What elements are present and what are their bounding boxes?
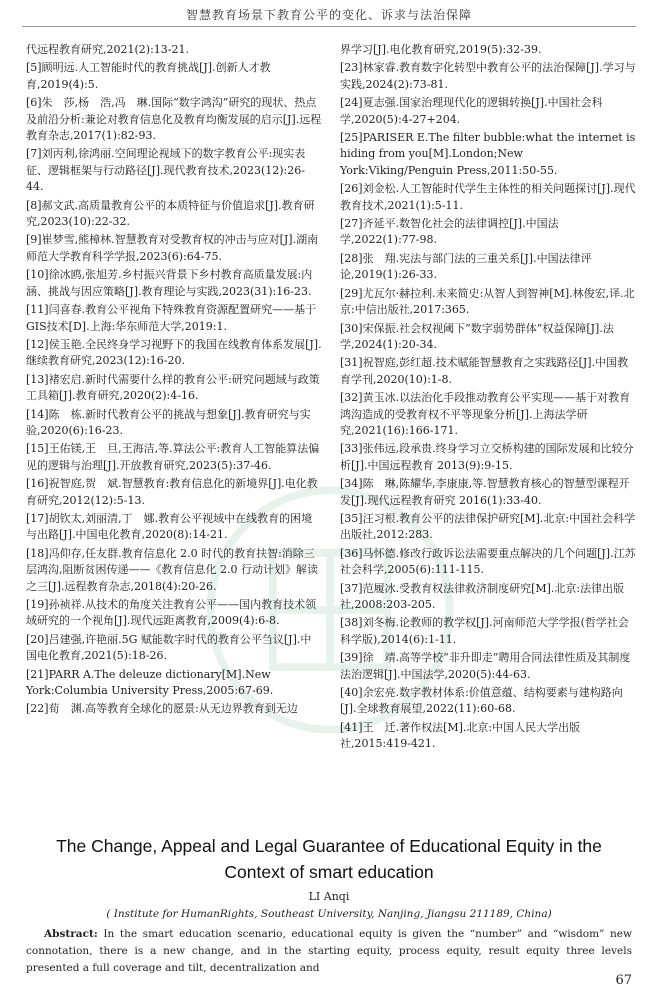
reference-entry: [340, 355, 636, 388]
reference-number: [25]: [340, 131, 363, 145]
reference-number: [22]: [26, 702, 49, 716]
reference-number: [23]: [340, 61, 363, 75]
reference-entry: [26, 337, 322, 370]
reference-text: 张伟远,段承贵.终身学习立交桥构建的国际发展和比较分析[J].中国远程教育 2013(9):9-15.: [340, 442, 634, 472]
reference-text: 徐 靖.高等学校“非升即走”聘用合同法律性质及其制度法治逻辑[J].中国法学,2020(5):44-63.: [340, 651, 631, 681]
reference-text: 胡钦太,刘丽清,丁 娜.教育公平视域中在线教育的困境与出路[J].中国电化教育,2020(8):14-21.: [26, 511, 313, 542]
reference-entry: [26, 60, 322, 93]
english-author: LI Anqi: [308, 890, 350, 903]
reference-text: PARISER E.The filter bubble:what the internet is hiding from you[M].London;New York:Viking/Penguin Press,2011:50-55.: [340, 131, 636, 177]
reference-text: 刘冬梅.论教师的教学权[J].河南师范大学学报(哲学社会科学版),2014(6):1-11.: [340, 616, 629, 646]
reference-text: 界学习[J].电化教育研究,2019(5):32-39.: [340, 43, 542, 56]
reference-text: PARR A.The deleuze dictionary[M].New York:Columbia University Press,2005:67-69.: [26, 667, 274, 698]
reference-number: [40]: [340, 686, 363, 700]
reference-entry: [340, 321, 636, 354]
reference-text: 林家睿.教育数字化转型中教育公平的法治保障[J].学习与实践,2024(2):73-81.: [340, 61, 636, 91]
reference-entry: [340, 650, 636, 683]
reference-text: 黄玉冰.以法治化手段推动教育公平实现——基于对教育鸿沟造成的受教育权不平等现象分析[J].上海法学研究,2021(16):166-171.: [340, 391, 631, 437]
reference-number: [7]: [26, 147, 42, 161]
reference-entry: [340, 181, 636, 214]
reference-entry: [26, 441, 322, 474]
reference-text: 陈 琳,陈耀华,李康康,等.智慧教育核心的智慧型课程开发[J].现代远程教育研究 2016(1):33-40.: [340, 477, 630, 507]
reference-text: 宋保振.社会权视阈下“数字弱势群体”权益保障[J].法学,2024(1):20-34.: [340, 321, 614, 351]
reference-entry: [26, 232, 322, 265]
reference-entry: [26, 701, 322, 717]
reference-number: [37]: [340, 581, 363, 595]
reference-text: 王佑镁,王 旦,王海洁,等.算法公平:教育人工智能算法偏见的逻辑与治理[J].开放教育研究,2023(5):37-46.: [26, 442, 320, 472]
header-divider: [22, 26, 636, 27]
reference-number: [29]: [340, 286, 363, 300]
reference-text: 代远程教育研究,2021(2):13-21.: [26, 43, 189, 56]
reference-entry: [340, 286, 636, 319]
reference-number: [24]: [340, 96, 363, 110]
reference-entry: [26, 95, 322, 144]
reference-entry: [26, 632, 322, 665]
references-right-column: [340, 42, 636, 755]
reference-number: [6]: [26, 96, 42, 110]
reference-entry: [26, 597, 322, 630]
reference-text: 齐延平.数智化社会的法律调控[J].中国法学,2022(1):77-98.: [340, 217, 559, 247]
reference-number: [34]: [340, 477, 363, 491]
reference-number: [16]: [26, 477, 49, 491]
reference-text: 冯仰存,任友群.教育信息化 2.0 时代的教育扶智:消除三层鸿沟,阻断贫困传递——《教育信息化 2.0 行动计划》解读之三[J].远程教育杂志,2018(4):20-26.: [26, 546, 318, 593]
reference-text: 祝智庭,贺 斌.智慧教育:教育信息化的新境界[J].电化教育研究,2012(12):5-13.: [26, 477, 318, 507]
reference-number: [5]: [26, 61, 42, 75]
reference-number: [9]: [26, 233, 42, 247]
reference-text: 褚宏启.新时代需要什么样的教育公平:研究问题域与政策工具箱[J].教育研究,2020(2):4-16.: [26, 372, 320, 403]
reference-text: 祝智庭,彭红超.技术赋能智慧教育之实践路径[J].中国教育学刊,2020(10):1-8.: [340, 356, 629, 386]
reference-number: [31]: [340, 356, 363, 370]
reference-entry: [340, 390, 636, 439]
reference-number: [18]: [26, 546, 49, 560]
english-title-line-1: The Change, Appeal and Legal Guarantee of Educational Equity in the: [56, 836, 602, 856]
reference-number: [14]: [26, 407, 49, 421]
reference-entry: [26, 198, 322, 231]
reference-number: [19]: [26, 598, 49, 611]
reference-number: [39]: [340, 651, 363, 665]
reference-number: [28]: [340, 251, 363, 265]
reference-entry: [26, 146, 322, 195]
reference-entry: [26, 372, 322, 405]
reference-entry: [340, 130, 636, 179]
reference-entry: [26, 511, 322, 544]
reference-text: 闫喜春.教育公平视角下特殊教育资源配置研究——基于GIS技术[D].上海:华东师范大学,2019:1.: [26, 303, 317, 333]
references-left-column: [26, 42, 322, 720]
reference-number: [11]: [26, 303, 49, 317]
english-abstract: [26, 926, 632, 977]
reference-number: [13]: [26, 372, 49, 386]
reference-number: [36]: [340, 546, 363, 560]
reference-number: [17]: [26, 511, 49, 525]
reference-entry: [340, 476, 636, 509]
reference-entry: [340, 720, 636, 753]
reference-entry: [340, 615, 636, 648]
reference-number: [8]: [26, 198, 42, 212]
reference-text: 余宏亮.数字教材体系:价值意蕴、结构要素与建构路向[J].全球教育展望,2022(11):60-68.: [340, 686, 623, 716]
reference-entry: [26, 667, 322, 700]
reference-entry: [26, 302, 322, 335]
reference-entry: [340, 42, 636, 58]
reference-text: 陈 栋.新时代教育公平的挑战与想象[J].教育研究与实验,2020(6):16-23.: [26, 407, 311, 437]
reference-text: 顾明远.人工智能时代的教育挑战[J].创新人才教育,2019(4):5.: [26, 61, 271, 91]
reference-text: 马怀德.修改行政诉讼法需要重点解决的几个问题[J].江苏社会科学,2005(6):111-115.: [340, 546, 636, 577]
reference-number: [33]: [340, 442, 363, 456]
reference-text: 郝文武.高质量教育公平的本质特征与价值追求[J].教育研究,2023(10):22-32.: [26, 198, 315, 229]
reference-entry: [340, 60, 636, 93]
reference-entry: [340, 251, 636, 284]
abstract-label: Abstract:: [44, 928, 98, 940]
reference-text: 刘金松.人工智能时代学生主体性的相关问题探讨[J].现代教育技术,2021(1):5-11.: [340, 182, 636, 212]
reference-text: 孙祯祥.从技术的角度关注教育公平——国内教育技术领域研究的一个视角[J].现代远距离教育,2009(4):6-8.: [26, 598, 317, 628]
reference-number: [27]: [340, 217, 363, 231]
reference-text: 刘丙利,徐鸿丽.空间理论视域下的数字教育公平:现实表征、逻辑框架与行动路径[J].现代教育技术,2023(12):26-44.: [26, 147, 306, 194]
reference-text: 侯玉艳.全民终身学习视野下的我国在线教育体系发展[J].继续教育研究,2023(12):16-20.: [26, 337, 322, 368]
reference-number: [26]: [340, 182, 363, 196]
reference-number: [35]: [340, 511, 363, 525]
reference-entry: [26, 476, 322, 509]
english-title: [0, 833, 658, 885]
reference-number: [38]: [340, 616, 363, 630]
reference-text: 汪习根.教育公平的法律保护研究[M].北京:中国社会科学出版社,2012:283.: [340, 511, 636, 542]
abstract-text: In the smart education scenario, educational equity is given the “number” and “wisdom” new connotation, there is a new change, and in the starting equity, process equity, result equity three levels presented a full coverage and tilt, decentralization and: [26, 928, 632, 974]
reference-entry: [340, 685, 636, 718]
reference-number: [15]: [26, 442, 49, 456]
reference-number: [32]: [340, 391, 363, 405]
page-number: 67: [615, 973, 632, 988]
reference-entry: [340, 441, 636, 474]
reference-number: [10]: [26, 268, 49, 282]
reference-text: 吕建强,许艳丽.5G 赋能数字时代的教育公平刍议[J].中国电化教育,2021(5):18-26.: [26, 632, 312, 663]
reference-text: 荀 渊.高等教育全球化的愿景:从无边界教育到无边: [48, 702, 298, 716]
reference-entry: [340, 511, 636, 544]
reference-entry: [26, 267, 322, 300]
reference-entry: [340, 216, 636, 249]
reference-text: 张 翔.宪法与部门法的三重关系[J].中国法律评论,2019(1):26-33.: [340, 251, 592, 282]
reference-text: 王 迁.著作权法[M].北京:中国人民大学出版社,2015:419-421.: [340, 720, 581, 751]
english-title-line-2: Context of smart education: [224, 862, 434, 882]
reference-text: 崔梦雪,熊樟林.智慧教育对受教育权的冲击与应对[J].湖南师范大学教育科学学报,2023(6):64-75.: [26, 233, 319, 263]
english-affiliation: ( Institute for HumanRights, Southeast University, Nanjing, Jiangsu 211189, China): [106, 908, 552, 920]
reference-text: 范履冰.受教育权法律救济制度研究[M].北京:法律出版社,2008:203-205.: [340, 581, 625, 611]
reference-entry: [26, 546, 322, 595]
reference-entry: [340, 581, 636, 614]
reference-number: [41]: [340, 720, 363, 734]
reference-entry: [340, 546, 636, 579]
reference-text: 徐冰鸥,张旭芳.乡村振兴背景下乡村教育高质量发展:内涵、挑战与因应策略[J].教育理论与实践,2023(31):16-23.: [26, 268, 313, 298]
reference-number: [30]: [340, 321, 363, 335]
reference-number: [20]: [26, 632, 49, 646]
reference-text: 朱 莎,杨 浩,冯 琳.国际“数字鸿沟”研究的现状、热点及前沿分析:兼论对教育信息化及教育均衡发展的启示[J].远程教育杂志,2017(1):82-93.: [26, 96, 322, 143]
reference-number: [21]: [26, 667, 49, 681]
reference-entry: [26, 42, 322, 58]
running-header: 智慧教育场景下教育公平的变化、诉求与法治保障: [185, 8, 472, 22]
reference-text: 夏志强.国家治理现代化的逻辑转换[J].中国社会科学,2020(5):4-27+204.: [340, 96, 603, 126]
reference-number: [12]: [26, 337, 49, 351]
reference-entry: [26, 407, 322, 440]
reference-text: 尤瓦尔·赫拉利.未来简史:从智人到智神[M].林俊宏,译.北京:中信出版社,2017:365.: [340, 286, 635, 317]
reference-entry: [340, 95, 636, 128]
